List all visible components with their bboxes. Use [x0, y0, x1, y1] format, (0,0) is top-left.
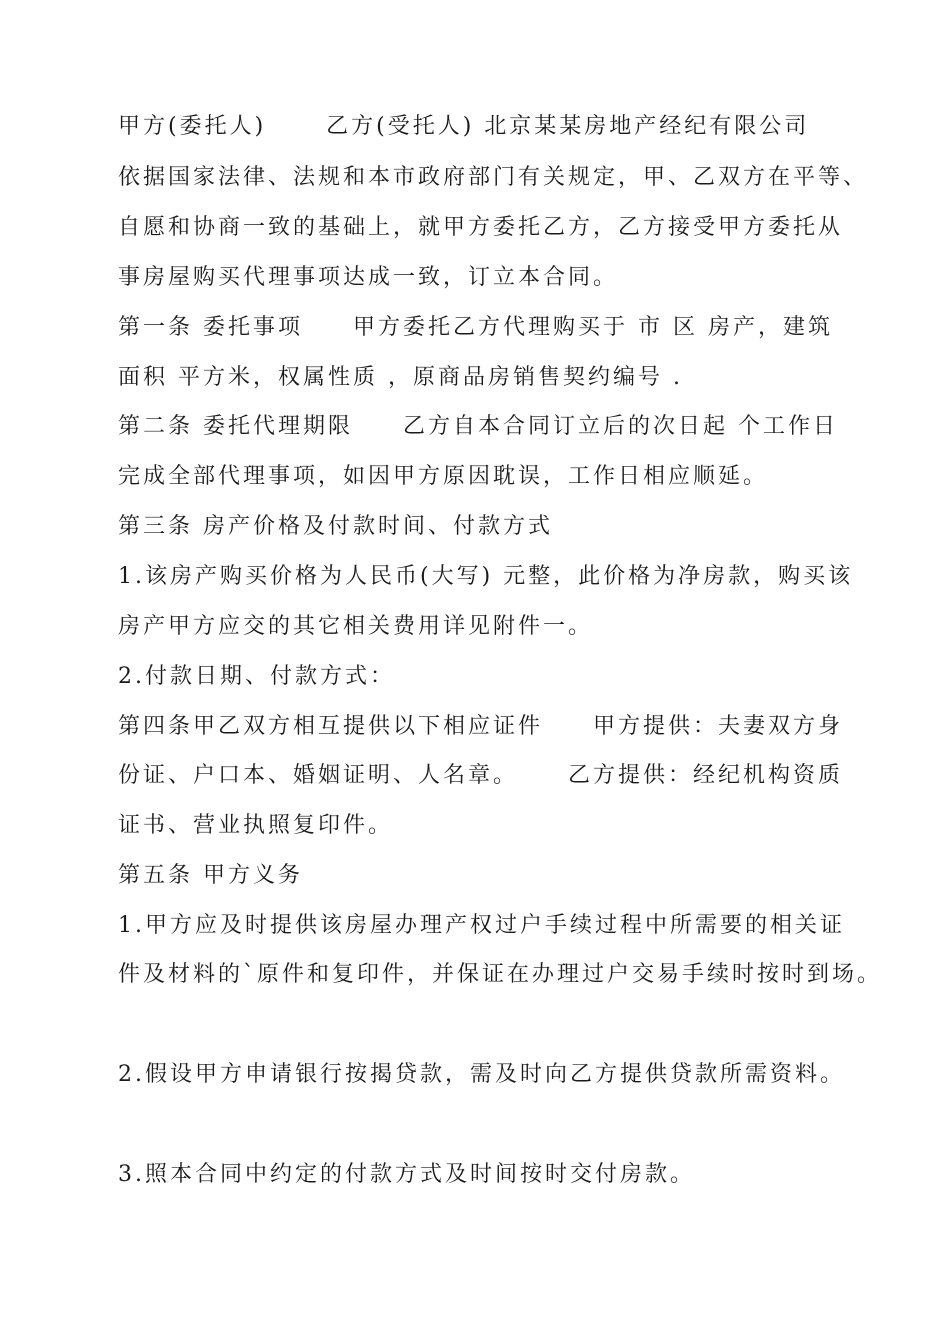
article-3-heading: 第三条 房产价格及付款时间、付款方式 [118, 514, 553, 539]
article-4-line-2: 份证、户口本、婚姻证明、人名章。 乙方提供：经纪机构资质 [118, 763, 843, 788]
article-5-item-1-line-2: 件及材料的`原件和复印件，并保证在办理过户交易手续时按时到场。 [118, 962, 883, 987]
preamble-line-2: 自愿和协商一致的基础上，就甲方委托乙方，乙方接受甲方委托从 [118, 215, 844, 240]
article-4-line-1: 第四条甲乙双方相互提供以下相应证件 甲方提供：夫妻双方身 [118, 714, 843, 739]
article-5-heading: 第五条 甲方义务 [118, 863, 303, 888]
article-2-line-1: 第二条 委托代理期限 乙方自本合同订立后的次日起 个工作日 [118, 414, 838, 439]
article-2-line-2: 完成全部代理事项，如因甲方原因耽误，工作日相应顺延。 [118, 464, 769, 489]
article-3-item-1-line-2: 房产甲方应交的其它相关费用详见附件一。 [118, 614, 594, 639]
article-3-item-2: 2.付款日期、付款方式： [118, 664, 395, 689]
preamble-line-3: 事房屋购买代理事项达成一致，订立本合同。 [118, 265, 619, 290]
article-1-line-2: 面积 平方米，权属性质 ，原商品房销售契约编号 . [118, 365, 683, 390]
article-1-line-1: 第一条 委托事项 甲方委托乙方代理购买于 市 区 房产，建筑 [118, 315, 833, 340]
article-5-item-1-line-1: 1.甲方应及时提供该房屋办理产权过户手续过程中所需要的相关证 [118, 913, 845, 938]
preamble-line-1: 依据国家法律、法规和本市政府部门有关规定，甲、乙双方在平等、 [118, 165, 869, 190]
article-3-item-1-line-1: 1.该房产购买价格为人民币(大写) 元整，此价格为净房款，购买该 [118, 564, 854, 589]
article-4-line-3: 证书、营业执照复印件。 [118, 813, 394, 838]
article-5-item-2: 2.假设甲方申请银行按揭贷款，需及时向乙方提供贷款所需资料。 [118, 1062, 845, 1087]
party-line: 甲方(委托人) 乙方(受托人) 北京某某房地产经纪有限公司 [118, 114, 810, 139]
article-5-item-3: 3.照本合同中约定的付款方式及时间按时交付房款。 [118, 1162, 695, 1187]
